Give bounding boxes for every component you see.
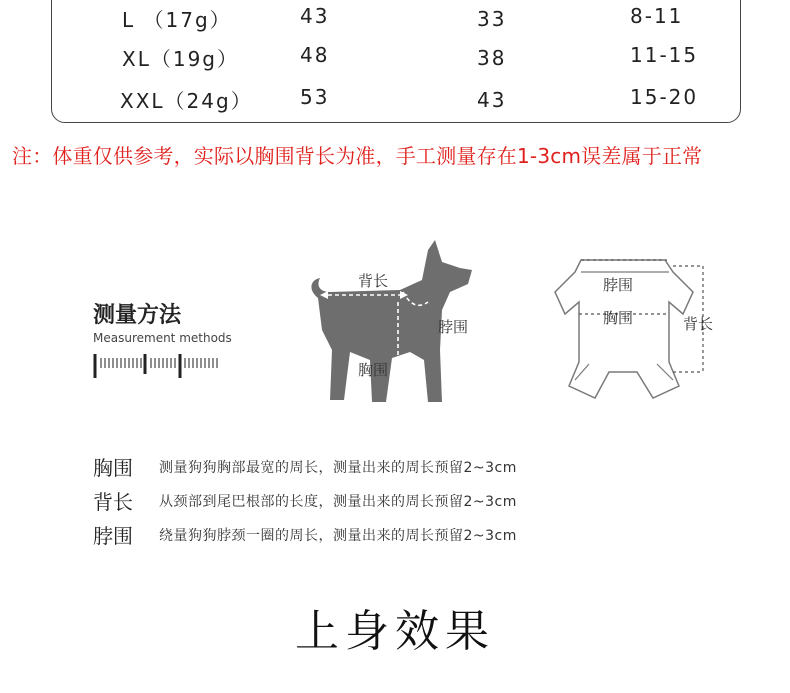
table-cell: 15-20 [630,85,699,109]
dog-back-length-label: 背长 [358,272,389,290]
garment-neck-label: 脖围 [603,276,634,294]
table-row [52,85,740,115]
table-row [52,4,740,34]
definition-text: 绕量狗狗脖颈一圈的周长，测量出来的周长预留2~3cm [159,528,517,544]
definition-text: 从颈部到尾巴根部的长度，测量出来的周长预留2~3cm [159,494,517,510]
definition-term: 胸围 [93,456,133,480]
section-title: 上身效果 [295,606,495,657]
table-cell: 8-11 [630,4,684,28]
method-subtitle: Measurement methods [93,331,232,345]
ruler-icon [93,352,223,380]
size-table [51,0,741,123]
method-title: 测量方法 [93,303,182,328]
table-cell: 43 [477,88,507,112]
size-cell: XXL（24g） [120,89,253,113]
garment-back-length-label: 背长 [683,315,714,333]
dog-diagram [300,240,500,410]
size-cell: XL（19g） [122,47,239,71]
definition-term: 脖围 [93,524,133,548]
table-cell: 38 [477,46,507,70]
table-cell: 11-15 [630,43,699,67]
definition-term: 背长 [93,490,133,514]
disclaimer-note: 注：体重仅供参考，实际以胸围背长为准，手工测量存在1-3cm误差属于正常 [12,144,703,168]
garment-diagram [545,252,735,402]
table-cell: 33 [477,7,507,31]
definition-text: 测量狗狗胸部最宽的周长，测量出来的周长预留2~3cm [159,460,517,476]
garment-chest-label: 胸围 [603,309,634,327]
dog-chest-label: 胸围 [358,361,389,379]
table-row [52,43,740,73]
dog-neck-label: 脖围 [438,318,469,336]
table-cell: 53 [300,85,330,109]
table-cell: 48 [300,43,330,67]
table-cell: 43 [300,4,330,28]
size-cell: L （17g） [122,8,232,32]
